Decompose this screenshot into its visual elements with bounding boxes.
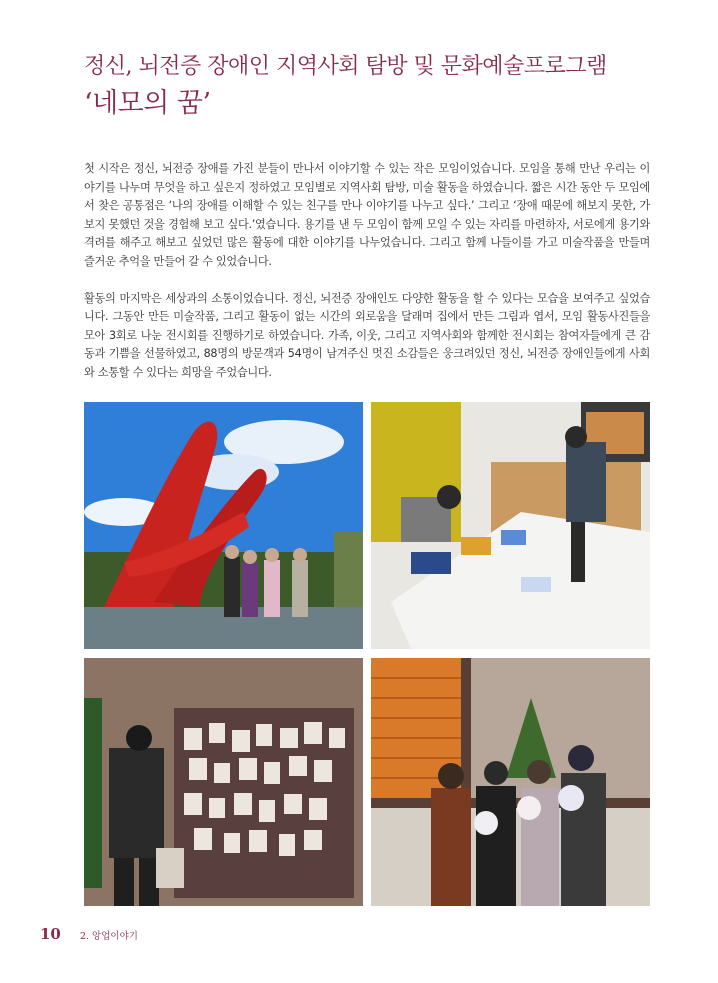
paragraph-3: 활동의 마지막은 세상과의 소통이었습니다. 정신, 뇌전증 장애인도 다양한 활동을 할 수 있다는 모습을 보여주고 싶었습니다. 그동안 만든 미술작품, 그리고 활동이 없는 시간의 외로움을 달래며 집에서 만든 그림과 엽서, 모임 활동사진들을 모아 3회로 나눈 전시회를 진행하기로 하였습니다. 가족, 이웃, 그리고 지역사회와 함께한 전시회는 참여자들에게 큰 감동과 기쁨을 선물하였고, 88명의 방문객과 54명이 남겨주신 멋진 소감들은 웅크려있던 정신, 뇌전증 장애인들에게 사회와 소통할 수 있다는 희망을 주었습니다. bbox=[84, 291, 650, 379]
exhibition-wall-photo bbox=[84, 658, 363, 906]
group-flowers-photo bbox=[371, 658, 650, 906]
section-label: 2. 앙업이야기 bbox=[79, 931, 138, 942]
title-line-1: 정신, 뇌전증 장애인 지역사회 탐방 및 문화예술프로그램 bbox=[84, 54, 607, 79]
outdoor-sculpture-photo bbox=[84, 402, 363, 649]
article-body bbox=[84, 160, 650, 383]
page-number: 10 bbox=[40, 925, 61, 943]
title-line-2: ‘네모의 꿈’ bbox=[84, 88, 211, 119]
paragraph-1 bbox=[84, 160, 650, 272]
art-activity-photo bbox=[371, 402, 650, 649]
paragraph-2-text: 짧은 시간 동안 두 모임에서 찾은 공통점은 ‘나의 장애를 이해할 수 있는 친구를 만나 이야기를 나누고 싶다.’ 그리고 ‘장애 때문에 해보지 못한, 가보지 못했던 것을 경험해 보고 싶다.’였습니다. 용기를 낸 두 모임이 함께 모일 수 있는 자리를 마련하자, 서로에게 용기와 격려를 해주고 해보고 싶었던 많은 활동에 대한 이야기를 나누었습니다. 그리고 함께 나들이를 가고 미술작품을 만들며 즐거운 추억을 만들어 갈 수 있었습니다. bbox=[84, 180, 650, 268]
page-title bbox=[84, 50, 684, 124]
paragraph-1-text: 첫 시작은 정신, 뇌전증 장애를 가진 분들이 만나서 이야기할 수 있는 작은 모임이었습니다. 모임을 통해 만난 우리는 이야기를 나누며 무엇을 하고 싶은지 정하였고 모임별로 지역사회 탐방, 미술 활동을 하였습니다. bbox=[84, 162, 650, 194]
page-footer bbox=[40, 924, 138, 943]
